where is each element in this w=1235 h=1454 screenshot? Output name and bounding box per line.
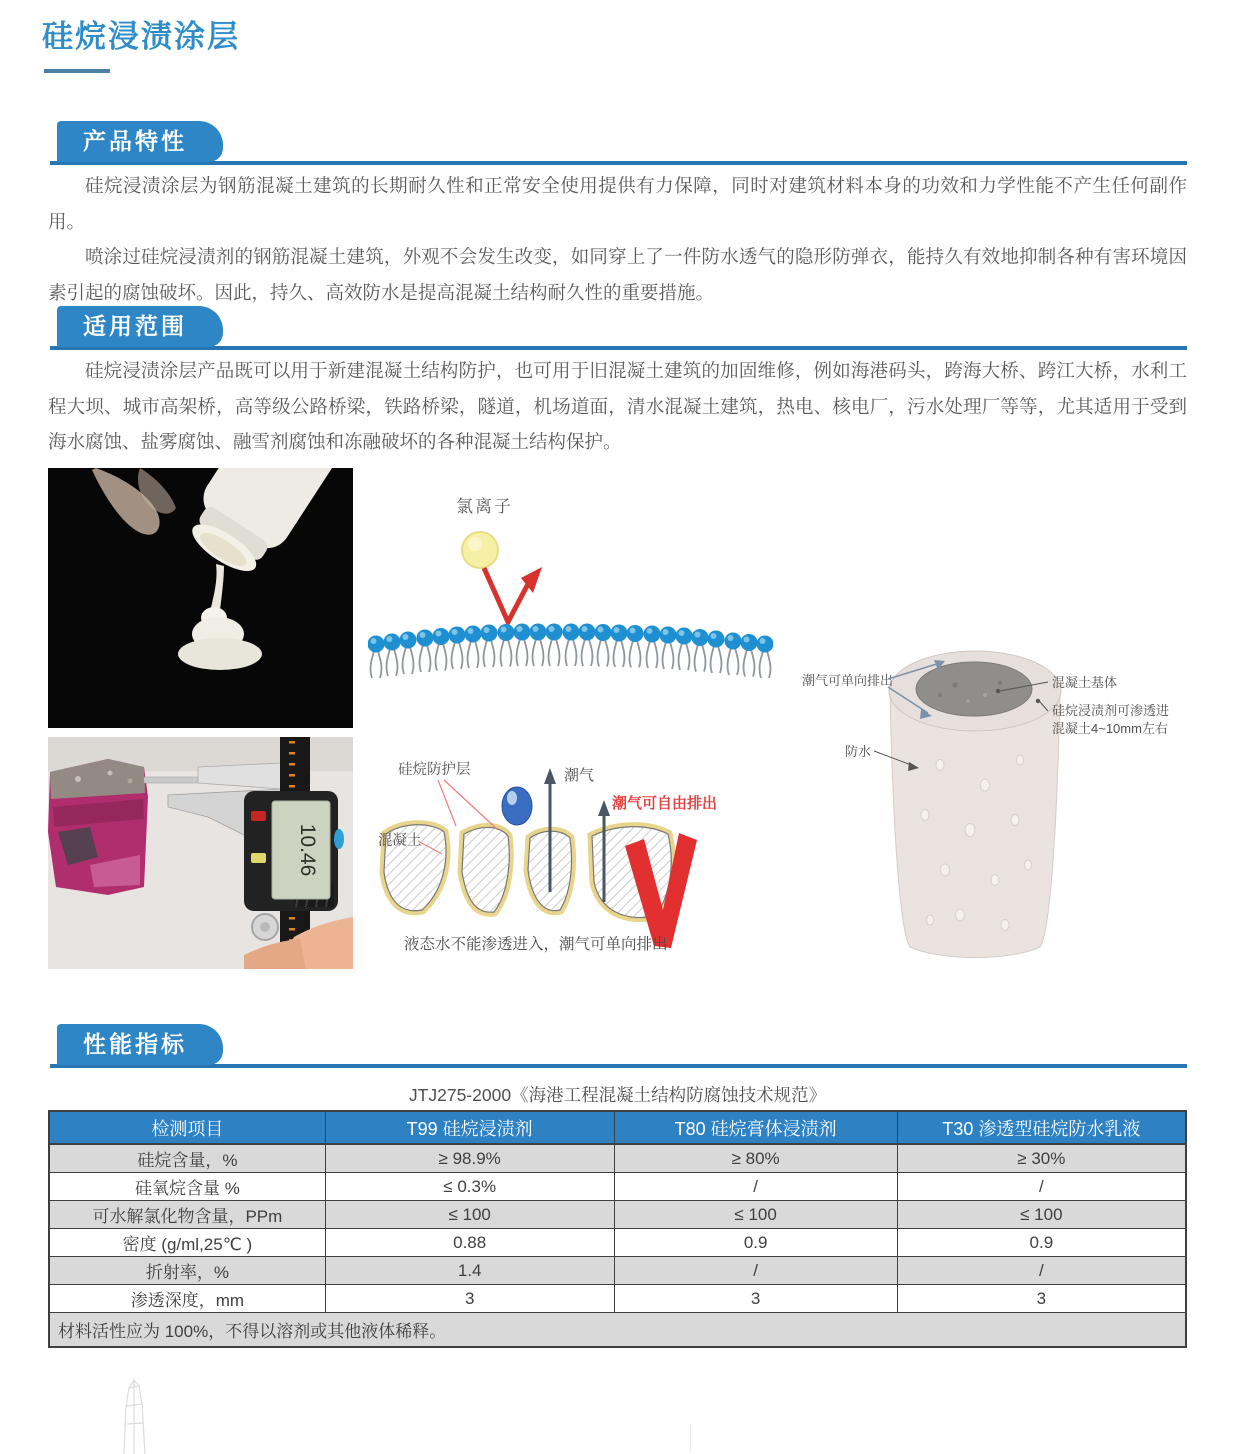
cylinder-body	[889, 651, 1061, 958]
spec-table	[48, 1110, 1187, 1348]
caliper-red-button	[251, 811, 266, 821]
cell: 折射率，%	[49, 1257, 325, 1285]
cell: 3	[325, 1285, 614, 1313]
diagram-silane-barrier	[372, 742, 732, 970]
cell: 密度 (g/ml,25℃ )	[49, 1229, 325, 1257]
scope-paragraph-1: 硅烷浸渍涂层产品既可以用于新建混凝土结构防护，也可用于旧混凝土建筑的加固维修，例如海港码头，跨海大桥、跨江大桥，水利工程大坝、城市高架桥，高等级公路桥梁，铁路桥梁，隧道，机场道面，清水混凝土建筑，热电、核电厂，污水处理厂等等，尤其适用于受到海水腐蚀、盐雾腐蚀、融雪剂腐蚀和冻融破坏的各种混凝土结构保护。	[48, 360, 1187, 452]
cell: 硅烷含量，%	[49, 1144, 325, 1173]
diagram-concrete-cylinder	[790, 615, 1200, 965]
chloride-ion-label: 氯离子	[456, 497, 513, 516]
features-paragraphs	[48, 168, 1187, 310]
cell: ≤ 100	[325, 1201, 614, 1229]
table-row	[49, 1229, 1186, 1257]
cylinder-penetration-label-1: 硅烷浸渍剂可渗透进	[1052, 703, 1170, 718]
section-badge-features: 产品特性	[57, 121, 223, 162]
title-underline	[44, 69, 110, 73]
features-paragraph-1: 硅烷浸渍涂层为钢筋混凝土建筑的长期耐久性和正常安全使用提供有力保障，同时对建筑材料本身的功效和力学性能不产生任何副作用。	[48, 175, 1187, 232]
section-rule-performance	[50, 1064, 1187, 1068]
cell: ≤ 100	[897, 1201, 1186, 1229]
cell: ≥ 98.9%	[325, 1144, 614, 1173]
watermark-building-sketch	[112, 1376, 160, 1454]
page-title: 硅烷浸渍涂层	[42, 19, 240, 54]
features-paragraph-2: 喷涂过硅烷浸渍剂的钢筋混凝土建筑，外观不会发生改变，如同穿上了一件防水透气的隐形防弹衣，能持久有效地抑制各种有害环境因素引起的腐蚀破坏。因此，持久、高效防水是提高混凝土结构耐久性的重要措施。	[48, 246, 1187, 303]
photo-penetration-depth-caliper	[48, 737, 353, 969]
barrier-layer-label: 硅烷防护层	[398, 762, 471, 778]
barrier-free-exhaust-label: 潮气可自由排出	[612, 795, 718, 812]
scope-paragraphs	[48, 353, 1187, 460]
cylinder-penetration-label-2: 混凝土4~10mm左右	[1052, 721, 1168, 736]
chloride-ion-ball	[462, 532, 498, 568]
table-row	[49, 1257, 1186, 1285]
cylinder-matrix-label: 混凝土基体	[1052, 675, 1118, 690]
cell: 0.9	[897, 1229, 1186, 1257]
concrete-blocks	[384, 825, 671, 918]
caliper-blue-button	[334, 829, 344, 849]
diagram-chloride-rebound	[368, 472, 773, 722]
cell: 可水解氯化物含量，PPm	[49, 1201, 325, 1229]
rebound-arrow	[484, 567, 542, 622]
section-badge-performance: 性能指标	[57, 1024, 223, 1065]
table-header-row	[49, 1111, 1186, 1144]
cylinder-waterproof-label: 防水	[845, 744, 872, 759]
barrier-caption: 液态水不能渗透进入，潮气可单向排出	[404, 936, 668, 953]
section-rule-scope	[50, 346, 1187, 350]
cell: 3	[614, 1285, 897, 1313]
barrier-concrete-label: 混凝土	[378, 833, 422, 849]
cell: /	[614, 1173, 897, 1201]
caliper-yellow-button	[251, 853, 266, 863]
lcd-value: 10.46	[296, 823, 319, 877]
column-header-t99: T99 硅烷浸渍剂	[325, 1111, 614, 1144]
cell: /	[897, 1257, 1186, 1285]
cell: 1.4	[325, 1257, 614, 1285]
concrete-sample	[48, 759, 148, 895]
molecule-row	[368, 624, 773, 679]
table-row	[49, 1144, 1186, 1173]
cell: ≤ 0.3%	[325, 1173, 614, 1201]
table-row	[49, 1285, 1186, 1313]
cell: 3	[897, 1285, 1186, 1313]
cell: 硅氧烷含量 %	[49, 1173, 325, 1201]
section-rule-features	[50, 161, 1187, 165]
table-row	[49, 1173, 1186, 1201]
cell: ≥ 80%	[614, 1144, 897, 1173]
photo-background	[48, 468, 353, 728]
cell: 渗透深度，mm	[49, 1285, 325, 1313]
cell: /	[614, 1257, 897, 1285]
cell: ≥ 30%	[897, 1144, 1186, 1173]
table-footnote: 材料活性应为 100%，不得以溶剂或其他液体稀释。	[49, 1313, 1186, 1348]
spec-table-caption: JTJ275-2000《海港工程混凝土结构防腐蚀技术规范》	[408, 1085, 827, 1105]
section-badge-scope: 适用范围	[57, 306, 223, 347]
cell: /	[897, 1173, 1186, 1201]
cylinder-moisture-out-label: 潮气可单向排出	[802, 673, 894, 688]
cell: 0.9	[614, 1229, 897, 1257]
column-header-t30: T30 渗透型硅烷防水乳液	[897, 1111, 1186, 1144]
column-header-test-item: 检测项目	[49, 1111, 325, 1144]
barrier-moisture-label: 潮气	[564, 767, 595, 784]
water-droplet	[502, 787, 532, 825]
cell: ≤ 100	[614, 1201, 897, 1229]
layer-leader-lines	[438, 780, 498, 830]
table-footer-row	[49, 1313, 1186, 1348]
column-header-t80: T80 硅烷膏体浸渍剂	[614, 1111, 897, 1144]
photo-silane-cream-pour	[48, 468, 353, 728]
watermark-pole-sketch	[690, 1424, 691, 1451]
cell: 0.88	[325, 1229, 614, 1257]
table-row	[49, 1201, 1186, 1229]
